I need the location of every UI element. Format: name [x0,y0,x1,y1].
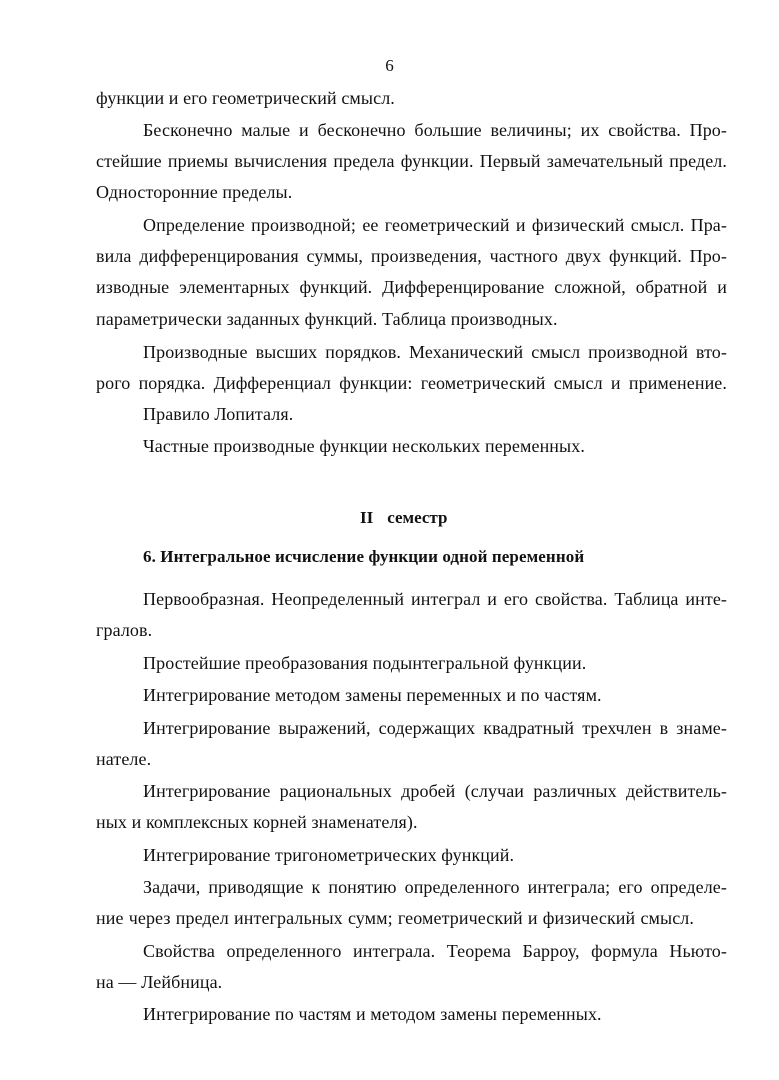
text-line: Частные производные функции нескольких переменных. [143,436,585,456]
semester-heading [360,508,447,528]
text-line: Простейшие преобразования подынтегральной функции. [143,653,587,673]
text-line: Интегрирование по частям и методом замены переменных. [143,1004,602,1024]
text-line: нателе. [96,749,152,769]
semester-label: семестр [387,508,448,527]
text-line: Правило Лопиталя. [143,404,294,424]
text-line: Определение производной; ее геометрический и физический смысл. Пра- [143,215,727,235]
text-line: Интегрирование тригонометрических функций. [143,845,515,865]
text-line: Интегрирование рациональных дробей (случаи различных действитель- [143,781,727,801]
text-line: ных и комплексных корней знаменателя). [96,812,418,832]
text-line: Интегрирование выражений, содержащих квадратный трехчлен в знаме- [143,718,727,738]
text-line: Свойства определенного интеграла. Теорема Барроу, формула Ньюто- [143,941,727,961]
text-line: параметрически заданных функций. Таблица производных. [96,309,558,329]
section-heading: 6. Интегральное исчисление функции одной переменной [143,547,585,566]
text-line: Первообразная. Неопределенный интеграл и его свойства. Таблица инте- [143,589,727,609]
text-line: Односторонние пределы. [96,182,293,202]
text-line: Бесконечно малые и бесконечно большие величины; их свойства. Про- [143,120,727,140]
text-line: ние через предел интегральных сумм; геометрический и физический смысл. [96,908,694,928]
text-line: на — Лейбница. [96,972,223,992]
text-line: стейшие приемы вычисления предела функции. Первый замечательный предел. [96,151,727,171]
text-line: Производные высших порядков. Механический смысл производной вто- [143,342,727,362]
text-line: рого порядка. Дифференциал функции: геометрический смысл и применение. [96,373,727,393]
text-line: вила дифференцирования суммы, произведения, частного двух функций. Про- [96,246,727,266]
text-line: Интегрирование методом замены переменных и по частям. [143,685,602,705]
text-line: изводные элементарных функций. Дифференцирование сложной, обратной и [96,277,727,297]
semester-number: II [360,508,374,527]
text-line: гралов. [96,620,153,640]
page-number: 6 [385,56,394,75]
text-line: Задачи, приводящие к понятию определенного интеграла; его определе- [143,877,727,897]
text-line: функции и его геометрический смысл. [96,88,395,108]
